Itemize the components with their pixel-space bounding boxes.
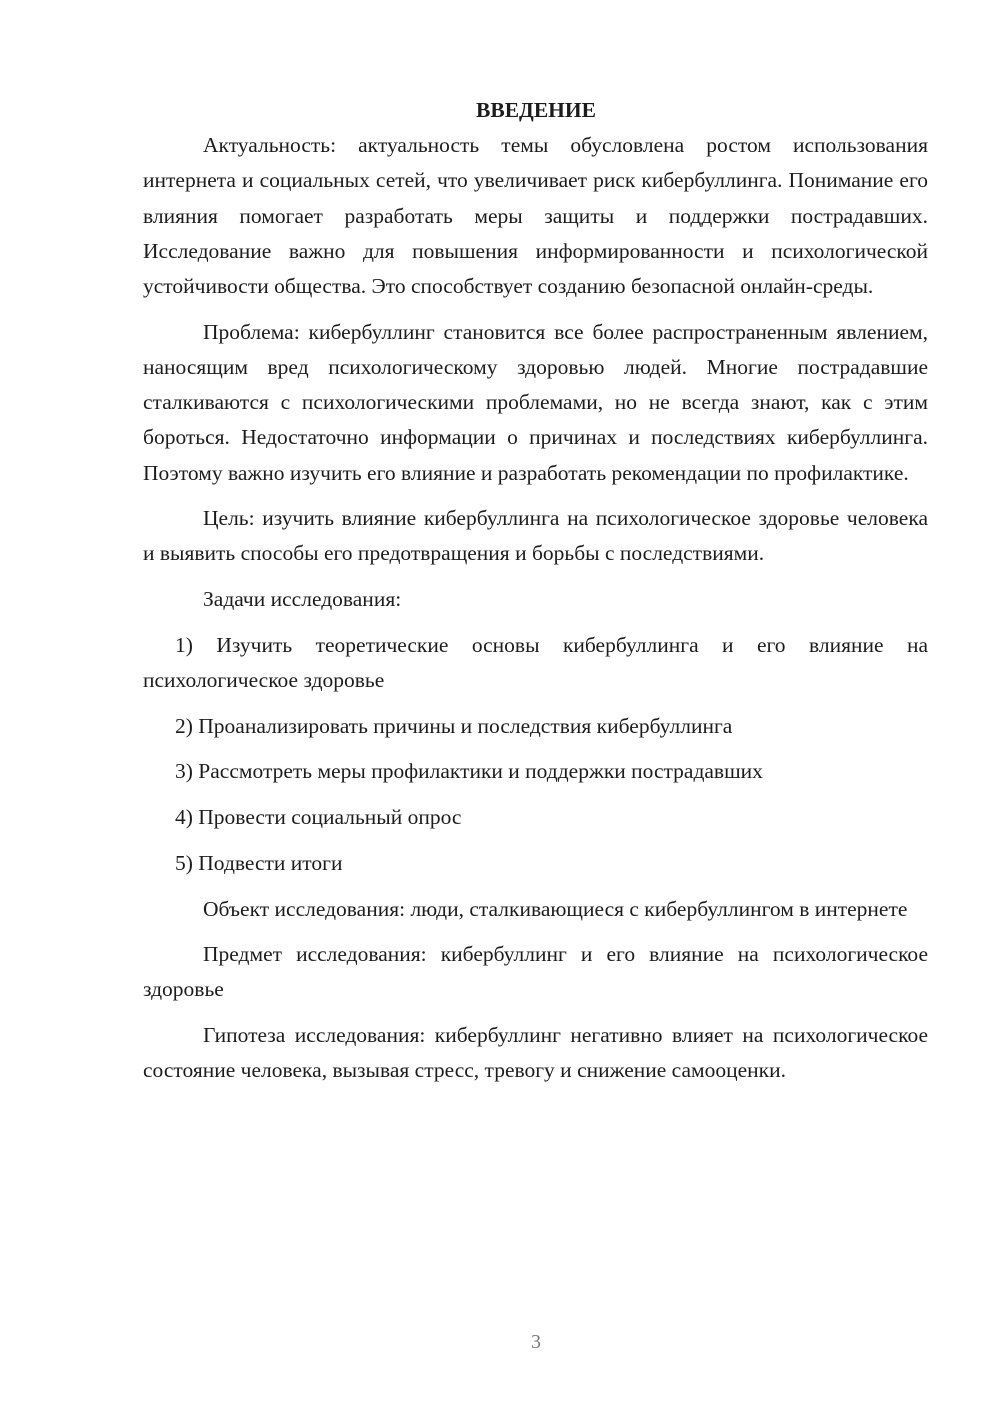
subject-paragraph: Предмет исследования: кибербуллинг и его влияние на психологическое здоровье [143, 942, 928, 1002]
section-title: ВВЕДЕНИЕ [476, 98, 596, 122]
relevance-paragraph: Актуальность: актуальность темы обусловлена ростом использования интернета и социальных сетей, что увеличивает риск кибербуллинга. Понимание его влияния помогает разработать меры защиты и поддержки пострадавших. Исследование важно для повышения информированности и психологической устойчивости общества. Это способствует созданию безопасной онлайн-среды. [143, 133, 928, 299]
task-item-2: 2) Проанализировать причины и последствия кибербуллинга [175, 713, 733, 738]
task-item-3: 3) Рассмотреть меры профилактики и поддержки пострадавших [175, 759, 763, 784]
problem-paragraph: Проблема: кибербуллинг становится все более распространенным явлением, наносящим вред психологическому здоровью людей. Многие пострадавшие сталкиваются с психологическими проблемами, но не всегда знают, как с этим бороться. Недостаточно информации о причинах и последствиях кибербуллинга. Поэтому важно изучить его влияние и разработать рекомендации по профилактике. [143, 319, 928, 485]
hypothesis-paragraph: Гипотеза исследования: кибербуллинг негативно влияет на психологическое состояние человека, вызывая стресс, тревогу и снижение самооценки. [143, 1023, 928, 1083]
page-number: 3 [531, 1331, 541, 1353]
task-item-5: 5) Подвести итоги [175, 850, 343, 875]
object-paragraph: Объект исследования: люди, сталкивающиеся с кибербуллингом в интернете [203, 896, 908, 921]
page-content [143, 93, 928, 1099]
task-item-1: 1) Изучить теоретические основы кибербуллинга и его влияние на психологическое здоровье [143, 632, 928, 693]
goal-paragraph: Цель: изучить влияние кибербуллинга на психологическое здоровье человека и выявить способы его предотвращения и борьбы с последствиями. [143, 506, 928, 566]
tasks-label: Задачи исследования: [203, 587, 402, 612]
task-item-4: 4) Провести социальный опрос [175, 805, 462, 830]
